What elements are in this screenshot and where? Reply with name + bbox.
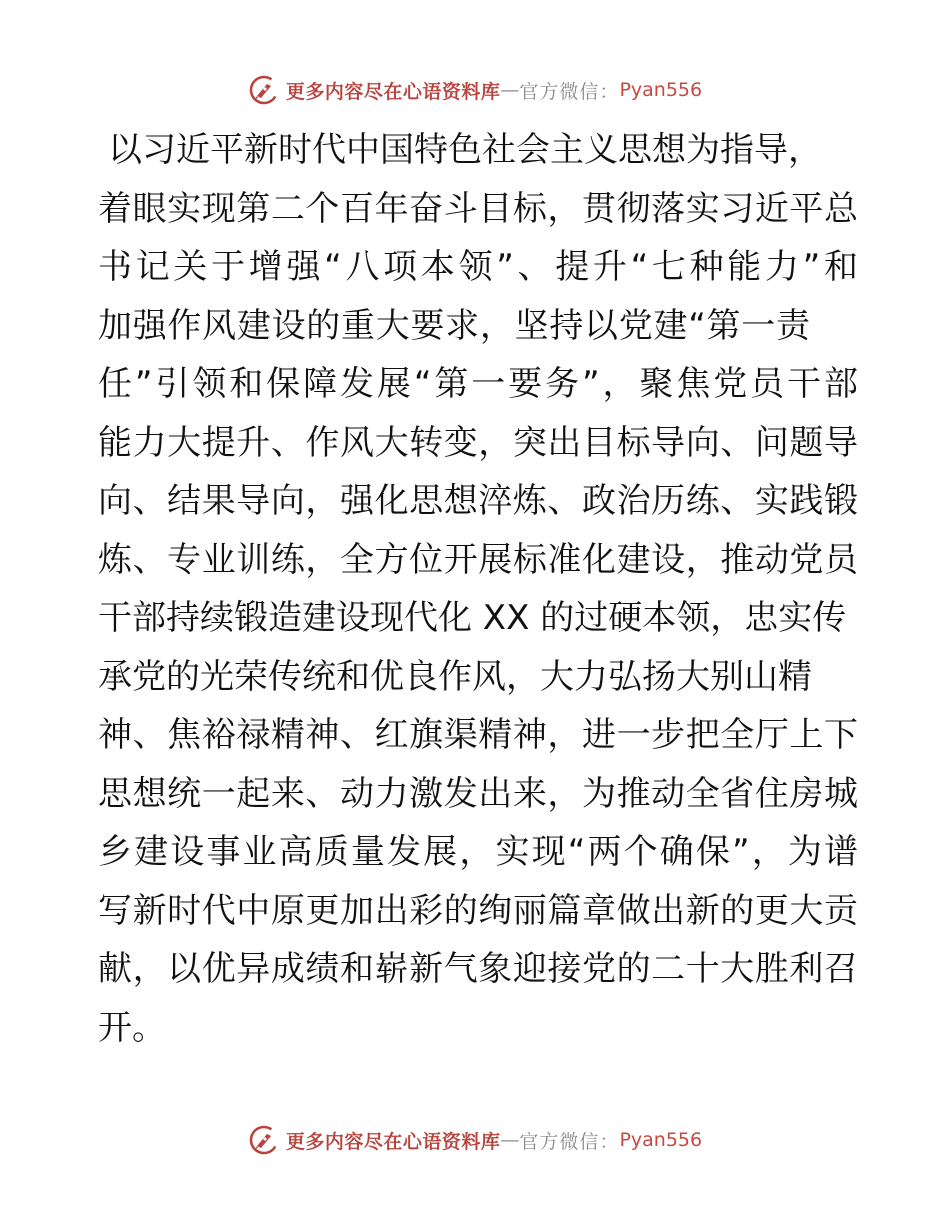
watermark-dash: — xyxy=(500,79,520,101)
watermark-wechat-id: Pyan556 xyxy=(619,1129,703,1151)
body-line: 加强作风建设的重大要求，坚持以党建“第一责 xyxy=(98,305,810,346)
body-line: 写新时代中原更加出彩的绚丽篇章做出新的更大贡 xyxy=(98,890,858,931)
watermark-label: 官方微信： xyxy=(519,1130,620,1153)
document-body xyxy=(98,121,858,1057)
body-line: 以习近平新时代中国特色社会主义思想为指导， xyxy=(108,130,822,170)
body-line: 任”引领和保障发展“第一要务”，聚焦党员干部 xyxy=(98,364,858,404)
body-line: 献，以优异成绩和崭新气象迎接党的二十大胜利召 xyxy=(98,949,858,989)
footer-watermark xyxy=(0,1120,950,1160)
watermark-label: 官方微信： xyxy=(519,80,620,103)
body-line: 开。 xyxy=(98,1007,166,1048)
pen-nib-circle-icon xyxy=(248,1124,280,1156)
body-line: 思想统一起来、动力激发出来，为推动全省住房城 xyxy=(98,773,858,814)
body-line: 炼、专业训练，全方位开展标准化建设，推动党员 xyxy=(98,539,858,580)
watermark-dash: — xyxy=(500,1129,520,1151)
body-line: 向、结果导向，强化思想淬炼、政治历练、实践锻 xyxy=(98,481,858,521)
header-watermark xyxy=(0,70,950,110)
pen-nib-circle-icon xyxy=(248,74,280,106)
body-line: 乡建设事业高质量发展，实现“两个确保”，为谱 xyxy=(98,832,858,872)
body-line: 能力大提升、作风大转变，突出目标导向、问题导 xyxy=(98,422,858,463)
watermark-wechat-id: Pyan556 xyxy=(619,79,703,101)
body-line: 神、焦裕禄精神、红旗渠精神，进一步把全厅上下 xyxy=(98,715,858,755)
body-line: 书记关于增强“八项本领”、提升“七种能力”和 xyxy=(98,247,858,287)
body-line: 干部持续锻造建设现代化 XX 的过硬本领，忠实传 xyxy=(98,598,847,638)
body-line: 承党的光荣传统和优良作风，大力弘扬大别山精 xyxy=(98,656,812,697)
body-line: 着眼实现第二个百年奋斗目标，贯彻落实习近平总 xyxy=(98,188,858,229)
watermark-brand: 更多内容尽在心语资料库 xyxy=(285,1130,501,1153)
watermark-brand: 更多内容尽在心语资料库 xyxy=(285,80,501,103)
